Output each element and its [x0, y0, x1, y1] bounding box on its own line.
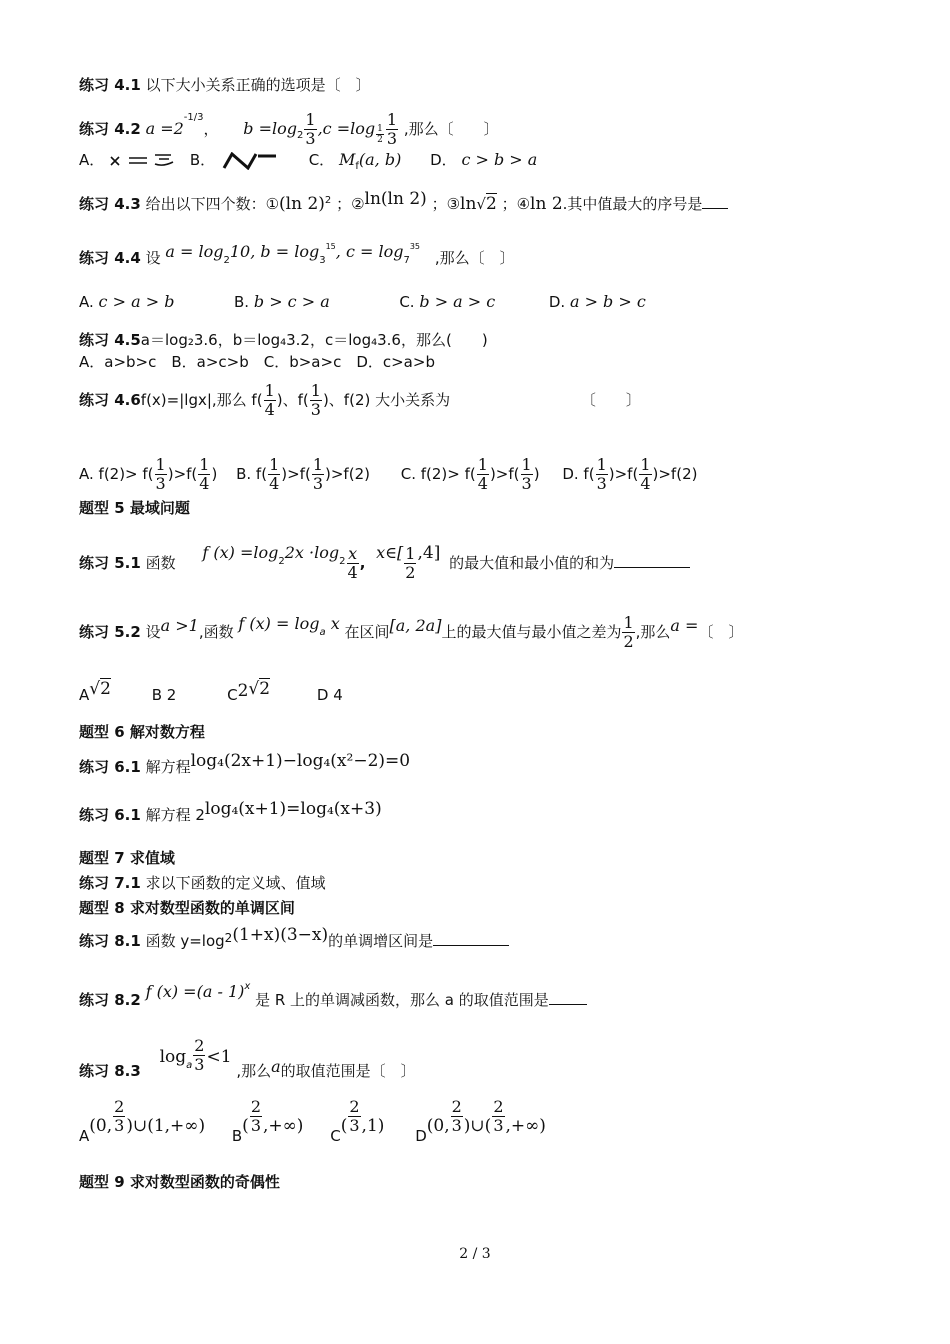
frac-den: 3	[349, 1116, 360, 1135]
q8-2-tail: 是 R 上的单调减函数，那么 a 的取值范围是	[255, 991, 549, 1009]
q4-2-opt-c-args: (a, b)	[358, 150, 402, 169]
q4-3: 练习 4.3 给出以下四个数：①(ln 2)$^2$ ；②ln(ln 2) ；③ln√2 ；④ln 2.其中值最大的序号是	[79, 186, 728, 217]
section-6-title-text: 题型 6 解对数方程	[79, 723, 205, 741]
section-9-title	[79, 1172, 280, 1192]
page-number: 2 / 3	[459, 1246, 491, 1262]
q5-1-blank	[614, 553, 690, 568]
q5-2: 练习 5.2 设a >1,函数 f $(x) = \log^a x$ 在区间[a, 2a]上的最大值与最小值之差为 $\frac{1}{2}$ ,那么a =〔 〕	[79, 613, 744, 651]
q4-3-n1-exp: 2	[324, 195, 332, 206]
q4-4-opt-d-key: D.	[548, 293, 566, 311]
q7-1-label: 练习 7.1	[79, 874, 141, 892]
q4-6-opt-b-3: )>f(2)	[325, 465, 370, 483]
q5-1-expr: f (x) =log	[202, 543, 279, 562]
section-5-title-text: 题型 5 最域问题	[79, 499, 190, 517]
q5-2-aeq: a =	[670, 616, 699, 635]
q5-1-pre: 函数	[145, 554, 176, 572]
frac-den: 4	[199, 474, 210, 493]
q8-3-options: A(0, $\frac{2}{3}$ )∪(1,+∞) B( $\frac{2}{3}$ ,+∞) C( $\frac{2}{3}$ ,1) D(0, $\frac{2}{3}$ )∪( $\frac{2}{3}$ ,+∞)	[79, 1097, 546, 1145]
q4-6-opt-a-3: )	[211, 465, 218, 483]
q4-2-a-exp: -1/3	[183, 112, 204, 123]
q8-1	[79, 922, 509, 954]
q4-4-b-base: 3	[319, 255, 326, 266]
q8-1-tail: 的单调增区间是	[328, 932, 434, 950]
q4-6-label: 练习 4.6	[79, 391, 141, 409]
q4-4-opt-d: a > b > c	[569, 292, 646, 311]
frac-num: 2	[349, 1097, 360, 1116]
q4-6-opt-b: B. f(	[236, 465, 268, 483]
q5-2-opt-a: A	[79, 686, 90, 704]
q6-1a-expr: log₄(2x+1)−log₄(x²−2)=0	[190, 751, 411, 771]
q4-4-a-base: 2	[223, 255, 230, 266]
frac-num: x	[348, 544, 358, 563]
frac-num: 2	[451, 1097, 462, 1116]
q8-2-exp: x	[244, 981, 251, 992]
q8-3-base: a	[186, 1060, 193, 1071]
q4-4-b: 10, b = log	[229, 242, 320, 261]
section-8-title	[79, 898, 295, 918]
q4-4-opt-c-key: C.	[399, 293, 415, 311]
q4-1	[79, 75, 371, 95]
frac-den: 3	[155, 474, 166, 493]
q7-1-text: 求以下函数的定义域、值域	[145, 874, 326, 892]
q4-4-a: a = log	[165, 242, 224, 261]
q5-1-base2: 2	[339, 556, 346, 567]
frac-den: 2	[405, 563, 416, 582]
frac-num: 2	[114, 1097, 125, 1116]
q4-6-opt-c: C. f(2)> f(	[400, 465, 476, 483]
q5-1: 练习 5.1 函数 f $(x) =\log^22x \cdot\log^2$ $\frac{x}{4}$ , x∈[ $\frac{1}{2}$ ,4] 的最大值和最小值的和为	[79, 528, 690, 588]
q4-3-blank	[702, 194, 728, 209]
q4-3-n3: ln	[460, 194, 477, 214]
q4-3-n3-rad: 2	[485, 194, 497, 214]
q8-1-expr: (1+x)(3−x)	[232, 925, 329, 945]
q4-6-opt-c-3: )	[533, 465, 540, 483]
q8-3-label: 练习 8.3	[79, 1062, 141, 1080]
q4-4-options	[79, 292, 646, 312]
q5-1-end: ,4]	[417, 543, 441, 563]
frac-den: 2	[377, 135, 383, 145]
q4-6-options	[79, 454, 697, 494]
frac-num: 2	[493, 1097, 504, 1116]
section-7-title-text: 题型 7 求值域	[79, 849, 175, 867]
q8-2	[79, 972, 587, 1015]
frac-num: 1	[477, 455, 488, 474]
q4-6-bracket: 〔 〕	[580, 391, 641, 409]
q5-2-cond: a >1	[160, 616, 199, 635]
q4-6-opt-b-2: )>f(	[281, 465, 311, 483]
frac-num: 1	[640, 455, 651, 474]
q4-6-opt-a-2: )>f(	[167, 465, 198, 483]
frac-den: 4	[269, 474, 280, 493]
q6-1a-label: 练习 6.1	[79, 758, 141, 776]
q4-6-t1: f(x)=|lgx|,那么 f(	[140, 391, 263, 409]
frac-num: 1	[264, 381, 275, 400]
q4-1-text: 以下大小关系正确的选项是〔 〕	[145, 76, 371, 94]
q4-2-c: ,c =log	[317, 119, 376, 138]
q8-2-label: 练习 8.2	[79, 991, 141, 1009]
section-5-title	[79, 498, 190, 518]
q4-3-s4: ；④	[501, 195, 531, 213]
q4-6-opt-a: A. f(2)> f(	[79, 465, 154, 483]
frac-den: 3	[596, 474, 607, 493]
q4-2-opt-b: B．	[189, 151, 216, 169]
frac-num: 1	[521, 455, 532, 474]
q4-2-tail: ,那么〔 〕	[403, 120, 499, 138]
section-9-title-text: 题型 9 求对数型函数的奇偶性	[79, 1173, 280, 1191]
q4-2-opt-a: A．	[79, 151, 105, 169]
q4-6-opt-d: D. f(	[562, 465, 595, 483]
section-8-title-text: 题型 8 求对数型函数的单调区间	[79, 899, 295, 917]
frac-den: 4	[477, 474, 488, 493]
q5-1-xin: x∈[	[376, 543, 404, 562]
q8-2-blank	[549, 990, 587, 1005]
q4-5	[79, 330, 488, 350]
q5-2-opt-c-rad: 2	[259, 679, 271, 699]
q6-1b	[79, 796, 382, 828]
q4-4-opt-a-key: A.	[79, 293, 94, 311]
q4-6-opt-d-2: )>f(	[608, 465, 639, 483]
frac-num: 1	[405, 544, 416, 563]
q6-1a	[79, 748, 410, 780]
q5-2-base: a	[319, 627, 326, 638]
q4-3-s2: ；②	[336, 195, 365, 213]
q8-3-opt-a: A	[79, 1127, 90, 1145]
q4-4-tail: ,那么〔 〕	[434, 249, 515, 267]
frac-den: 4	[264, 400, 275, 419]
q6-1a-pre: 解方程	[145, 758, 191, 776]
frac-den: 3	[114, 1116, 125, 1135]
q4-4-opt-b: b > c > a	[253, 292, 330, 311]
q4-3-label: 练习 4.3	[79, 195, 141, 213]
frac-den: 3	[305, 129, 316, 148]
q6-1b-label: 练习 6.1	[79, 806, 141, 824]
q8-3-opt-b: B	[231, 1127, 243, 1145]
q8-1-blank	[433, 931, 509, 946]
q5-2-opt-b: B 2	[151, 686, 177, 704]
q8-3-opt-d: D	[415, 1127, 427, 1145]
q8-3-lt: <1	[206, 1047, 232, 1067]
q5-1-base: 2	[278, 556, 285, 567]
q4-4-opt-b-key: B.	[234, 293, 250, 311]
q4-3-text: 给出以下四个数：①	[145, 195, 280, 213]
q4-4-opt-c: b > a > c	[419, 292, 496, 311]
q5-2-t4: ,那么	[635, 623, 671, 641]
q4-3-s3: ；③	[431, 195, 461, 213]
q8-1-label: 练习 8.1	[79, 932, 141, 950]
q4-2-opt-c: C．	[308, 151, 335, 169]
frac-num: 2	[194, 1036, 205, 1055]
frac-den: 3	[386, 129, 398, 148]
frac-den: 2	[623, 632, 634, 651]
garbled-glyph-icon	[109, 153, 179, 169]
q4-4-c: , c = log	[335, 242, 404, 261]
frac-num: 1	[312, 455, 324, 474]
frac-den: 4	[640, 474, 651, 493]
q6-1b-expr: log₄(x+1)=log₄(x+3)	[204, 799, 382, 819]
q4-6-t3: )、f(2) 大小关系为	[322, 391, 451, 409]
q5-1-label: 练习 5.1	[79, 554, 141, 572]
q4-3-tail: .其中值最大的序号是	[562, 195, 703, 213]
q4-4: 练习 4.4 设 a = log210, $b = \log 3^{15}$, $c = \log 7^{35}$ ,那么〔 〕	[79, 242, 515, 267]
q4-4-label: 练习 4.4	[79, 249, 141, 267]
q5-2-interval: [a, 2a]	[389, 616, 442, 635]
q4-4-opt-a: c > a > b	[98, 292, 175, 311]
frac-num: 1	[310, 381, 321, 400]
q8-1-pre: 函数 y=log	[145, 932, 225, 950]
q4-3-n2: ln(ln 2)	[364, 189, 427, 209]
q8-3-tail2: 的取值范围是〔 〕	[280, 1062, 416, 1080]
frac-den: 3	[194, 1055, 205, 1074]
q5-1-tail: 的最大值和最小值的和为	[449, 554, 615, 572]
q5-2-label: 练习 5.2	[79, 623, 141, 641]
frac-den: 3	[250, 1116, 261, 1135]
q4-4-pre: 设	[145, 249, 161, 267]
frac-den: 3	[310, 400, 321, 419]
q4-5-options: A．a>b>c B．a>c>b C．b>a>c D．c>a>b	[79, 353, 435, 371]
frac-num: 2	[250, 1097, 261, 1116]
section-6-title	[79, 722, 205, 742]
q4-6-opt-c-2: )>f(	[489, 465, 520, 483]
garbled-n-glyph-icon	[220, 152, 280, 170]
q5-2-opt-a-rad: 2	[100, 679, 111, 699]
q4-5-label: 练习 4.5	[79, 331, 141, 349]
q4-2-opt-d: D．	[430, 151, 457, 169]
q8-3-tail1: ,那么	[236, 1062, 272, 1080]
q7-1	[79, 873, 326, 893]
q5-2-func: f (x) = log	[238, 614, 320, 633]
q4-3-n1: (ln 2)	[279, 194, 325, 214]
q5-1-mid: 2x ·log	[284, 543, 340, 562]
frac-den: 3	[312, 474, 324, 493]
q5-2-t1: ,函数	[198, 623, 234, 641]
q6-1b-pre: 解方程 2	[145, 806, 205, 824]
frac-num: 1	[623, 613, 634, 632]
q4-5-text: a＝log₂3.6，b＝log₄3.2，c＝log₄3.6，那么( )	[140, 331, 488, 349]
q8-1-base: 2	[224, 931, 233, 945]
frac-num: 1	[305, 110, 316, 129]
q8-3-opt-c: C	[330, 1127, 341, 1145]
q4-2-opt-c-sub: f	[355, 161, 359, 172]
q8-2-expr: f (x) =(a - 1)	[145, 982, 245, 1001]
q5-2-pre: 设	[145, 623, 161, 641]
q5-2-opt-c: C	[227, 686, 238, 704]
q4-1-label: 练习 4.1	[79, 76, 141, 94]
frac-num: 1	[377, 124, 383, 134]
frac-num: 1	[269, 455, 280, 474]
q4-2-b: b =log	[243, 119, 298, 138]
frac-num: 1	[596, 455, 607, 474]
q4-6-opt-d-3: )>f(2)	[652, 465, 698, 483]
q5-2-t2: 在区间	[344, 623, 390, 641]
q5-2-t3: 上的最大值与最小值之差为	[441, 623, 622, 641]
q4-2-opt-c-M: M	[338, 150, 356, 169]
frac-num: 1	[386, 110, 398, 129]
q4-2-a: a =2	[145, 119, 184, 138]
frac-num: 1	[199, 455, 210, 474]
frac-num: 1	[155, 455, 166, 474]
q4-2-opt-d-expr: c > b > a	[461, 150, 538, 169]
frac-den: 3	[451, 1116, 462, 1135]
q5-2-t5: 〔 〕	[698, 623, 744, 641]
q4-2-options	[79, 150, 537, 177]
frac-den: 3	[493, 1116, 504, 1135]
q5-2-opt-d: D 4	[316, 686, 343, 704]
q5-2-opt-c-num: 2	[237, 681, 249, 701]
q4-2: 练习 4.2 $a =2^{-1/3}$， $b =\log_2$ $\frac{1}{3}$ ,c =log $\frac{1}{2}$ $\frac{1}{3}$ ,那么〔 〕	[79, 110, 499, 148]
q4-3-n4: ln 2	[530, 194, 563, 214]
q8-3	[79, 1032, 416, 1096]
q4-2-b-base: 2	[297, 130, 304, 141]
q8-3-var: a	[271, 1057, 281, 1076]
frac-den: 4	[347, 563, 358, 582]
q8-3-log: log	[159, 1047, 187, 1067]
q4-6-t2: )、f(	[276, 391, 309, 409]
q4-2-label: 练习 4.2	[79, 120, 141, 138]
section-7-title	[79, 848, 175, 868]
frac-den: 3	[521, 474, 532, 493]
q5-2-options: A√2 B 2 C2√2 D 4	[79, 679, 343, 704]
q4-6	[79, 380, 641, 420]
